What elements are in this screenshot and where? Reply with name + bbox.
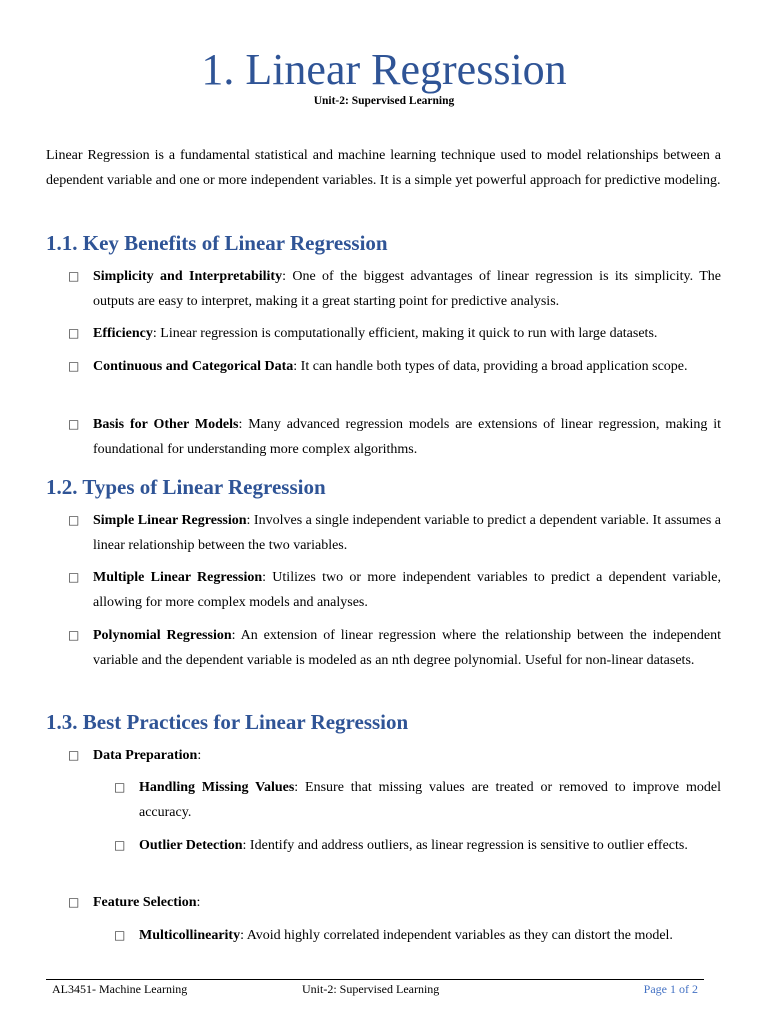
page-subtitle: Unit-2: Supervised Learning <box>313 95 455 107</box>
item-text: : One of the biggest advantages of linear regression is its simplicity. The outputs are easy to interpret, making it a great starting point for predictive analysis. <box>93 269 721 309</box>
list-item <box>93 354 721 379</box>
item-text: : Utilizes two or more independent variables to predict a dependent variable, allowing for more complex models and analyses. <box>93 570 722 610</box>
list-item <box>93 508 721 558</box>
item-term: Basis for Other Models <box>93 417 239 432</box>
item-term: Data Preparation <box>93 748 198 763</box>
bullet-icon: □ <box>68 513 80 527</box>
item-term: Multicollinearity <box>139 928 241 943</box>
bullet-icon: □ <box>68 326 80 340</box>
list-item <box>93 890 721 915</box>
footer-unit: Unit-2: Supervised Learning <box>302 982 440 996</box>
section-heading-types: 1.2. Types of Linear Regression <box>46 475 326 499</box>
item-text: : Avoid highly correlated independent variables as they can distort the model. <box>240 928 673 943</box>
footer-page-number: Page 1 of 2 <box>643 982 698 996</box>
footer-course: AL3451- Machine Learning <box>52 982 188 996</box>
list-item <box>93 264 721 314</box>
bullet-icon: □ <box>68 269 80 283</box>
item-term: Continuous and Categorical Data <box>93 359 294 374</box>
item-text: : Linear regression is computationally efficient, making it quick to run with large datasets. <box>152 326 658 341</box>
item-term: Feature Selection <box>93 895 197 910</box>
intro-paragraph: Linear Regression is a fundamental statistical and machine learning technique used to model relationships between a dependent variable and one or more independent variables. It is a simple yet powerful approach for predictive modeling. <box>46 148 721 188</box>
bullet-icon: □ <box>114 780 126 794</box>
list-item <box>139 923 721 948</box>
section-heading-best-practices: 1.3. Best Practices for Linear Regression <box>46 710 409 734</box>
list-item <box>139 775 721 825</box>
bullet-icon: □ <box>68 359 80 373</box>
item-term: Polynomial Regression <box>93 628 232 643</box>
item-term: Multiple Linear Regression <box>93 570 263 585</box>
bullet-icon: □ <box>114 928 126 942</box>
bullet-icon: □ <box>68 895 80 909</box>
item-text: : <box>196 895 201 910</box>
list-item <box>139 833 721 858</box>
item-text: : It can handle both types of data, providing a broad application scope. <box>293 359 688 374</box>
footer-rule <box>46 979 704 980</box>
list-item <box>93 321 721 346</box>
item-term: Simplicity and Interpretability <box>93 269 283 284</box>
item-term: Efficiency <box>93 326 153 341</box>
item-text: : Many advanced regression models are extensions of linear regression, making it foundational for understanding more complex algorithms. <box>93 417 722 457</box>
item-text: : Involves a single independent variable to predict a dependent variable. It assumes a linear relationship between the two variables. <box>93 513 721 553</box>
bullet-icon: □ <box>68 748 80 762</box>
section-heading-key-benefits: 1.1. Key Benefits of Linear Regression <box>46 231 388 255</box>
list-item <box>93 412 721 462</box>
bullet-icon: □ <box>68 570 80 584</box>
list-item <box>93 743 721 768</box>
item-text: : Ensure that missing values are treated or removed to improve model accuracy. <box>139 780 721 820</box>
list-item <box>93 623 721 673</box>
bullet-icon: □ <box>68 628 80 642</box>
list-item <box>93 565 721 615</box>
bullet-icon: □ <box>114 838 126 852</box>
item-text: : <box>197 748 202 763</box>
item-term: Handling Missing Values <box>139 780 295 795</box>
item-term: Outlier Detection <box>139 838 243 853</box>
item-text: : An extension of linear regression where the relationship between the independent variable and the dependent variable is modeled as an nth degree polynomial. Useful for non-linear datasets. <box>93 628 721 668</box>
page-title: 1. Linear Regression <box>201 45 567 94</box>
bullet-icon: □ <box>68 417 80 431</box>
item-term: Simple Linear Regression <box>93 513 247 528</box>
item-text: : Identify and address outliers, as linear regression is sensitive to outlier effects. <box>242 838 688 853</box>
